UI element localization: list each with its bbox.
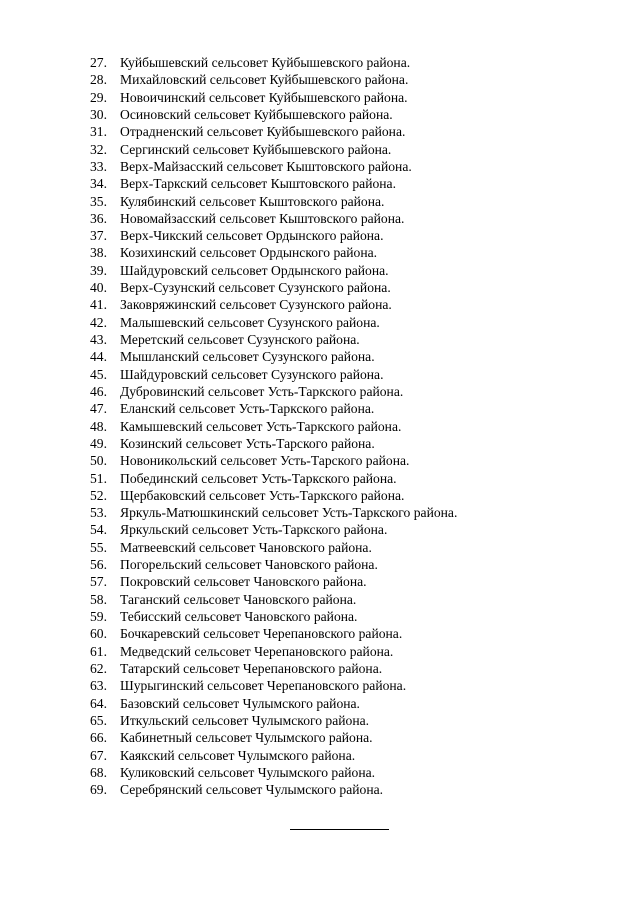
item-number: 51. bbox=[90, 470, 107, 486]
item-number: 40. bbox=[90, 280, 107, 296]
closing-rule bbox=[290, 829, 389, 830]
item-text: Таганский сельсовет Чановского района. bbox=[120, 591, 357, 607]
item-number: 56. bbox=[90, 557, 107, 573]
item-number: 50. bbox=[90, 453, 107, 469]
item-number: 45. bbox=[90, 366, 107, 382]
item-text: Шурыгинский сельсовет Черепановского района. bbox=[120, 678, 407, 694]
item-text: Новоникольский сельсовет Усть-Тарского района. bbox=[120, 453, 410, 469]
item-number: 49. bbox=[90, 435, 107, 451]
item-text: Отрадненский сельсовет Куйбышевского района. bbox=[120, 124, 406, 140]
list-item bbox=[90, 747, 457, 764]
list-item bbox=[90, 452, 457, 469]
list-item bbox=[90, 435, 457, 452]
item-text: Яркульский сельсовет Усть-Таркского района. bbox=[120, 522, 388, 538]
list-item bbox=[90, 71, 457, 88]
item-text: Заковряжинский сельсовет Сузунского района. bbox=[120, 297, 392, 313]
list-item bbox=[90, 625, 457, 642]
item-number: 57. bbox=[90, 574, 107, 590]
item-text: Новоичинский сельсовет Куйбышевского района. bbox=[120, 89, 408, 105]
item-number: 27. bbox=[90, 55, 107, 70]
item-number: 28. bbox=[90, 72, 107, 88]
item-number: 31. bbox=[90, 124, 107, 140]
item-number: 41. bbox=[90, 297, 107, 313]
item-number: 65. bbox=[90, 712, 107, 728]
item-number: 69. bbox=[90, 782, 107, 798]
item-text: Покровский сельсовет Чановского района. bbox=[120, 574, 367, 590]
item-number: 36. bbox=[90, 210, 107, 226]
item-number: 48. bbox=[90, 418, 107, 434]
list-item bbox=[90, 539, 457, 556]
list-item bbox=[90, 366, 457, 383]
list-item bbox=[90, 573, 457, 590]
item-number: 63. bbox=[90, 678, 107, 694]
item-text: Татарский сельсовет Черепановского района. bbox=[120, 660, 383, 676]
item-text: Иткульский сельсовет Чулымского района. bbox=[120, 712, 370, 728]
item-number: 53. bbox=[90, 505, 107, 521]
list-item bbox=[90, 141, 457, 158]
item-number: 52. bbox=[90, 487, 107, 503]
list-item bbox=[90, 193, 457, 210]
list-item bbox=[90, 729, 457, 746]
list-item bbox=[90, 314, 457, 331]
item-text: Матвеевский сельсовет Чановского района. bbox=[120, 539, 372, 555]
list-item bbox=[90, 643, 457, 660]
list-item bbox=[90, 608, 457, 625]
item-text: Медведский сельсовет Черепановского района. bbox=[120, 643, 394, 659]
item-number: 60. bbox=[90, 626, 107, 642]
item-text: Погорельский сельсовет Чановского района. bbox=[120, 557, 378, 573]
list-item bbox=[90, 591, 457, 608]
item-number: 61. bbox=[90, 643, 107, 659]
list-item bbox=[90, 781, 457, 798]
item-number: 54. bbox=[90, 522, 107, 538]
list-item bbox=[90, 383, 457, 400]
item-text: Козихинский сельсовет Ордынского района. bbox=[120, 245, 378, 261]
item-number: 43. bbox=[90, 332, 107, 347]
list-item bbox=[90, 123, 457, 140]
list-item bbox=[90, 262, 457, 279]
item-number: 33. bbox=[90, 158, 107, 174]
item-text: Камышевский сельсовет Усть-Таркского района. bbox=[120, 418, 402, 434]
item-text: Куликовский сельсовет Чулымского района. bbox=[120, 764, 376, 780]
item-text: Верх-Сузунский сельсовет Сузунского района. bbox=[120, 280, 391, 296]
item-number: 34. bbox=[90, 176, 107, 192]
item-text: Сергинский сельсовет Куйбышевского района. bbox=[120, 141, 392, 157]
list-item bbox=[90, 712, 457, 729]
item-text: Новомайзасский сельсовет Кыштовского района. bbox=[120, 210, 405, 226]
item-text: Базовский сельсовет Чулымского района. bbox=[120, 695, 360, 711]
item-text: Мышланский сельсовет Сузунского района. bbox=[120, 349, 375, 365]
item-text: Еланский сельсовет Усть-Таркского района. bbox=[120, 401, 375, 417]
list-item bbox=[90, 89, 457, 106]
item-number: 66. bbox=[90, 730, 107, 746]
item-number: 32. bbox=[90, 141, 107, 157]
item-text: Щербаковский сельсовет Усть-Таркского района. bbox=[120, 487, 405, 503]
item-number: 30. bbox=[90, 106, 107, 122]
item-number: 47. bbox=[90, 401, 107, 417]
item-number: 37. bbox=[90, 228, 107, 244]
item-number: 68. bbox=[90, 764, 107, 780]
item-number: 67. bbox=[90, 747, 107, 763]
item-text: Осиновский сельсовет Куйбышевского района. bbox=[120, 106, 393, 122]
item-text: Тебисский сельсовет Чановского района. bbox=[120, 609, 358, 624]
list-item bbox=[90, 521, 457, 538]
item-text: Дубровинский сельсовет Усть-Таркского района. bbox=[120, 383, 404, 399]
item-text: Яркуль-Матюшкинский сельсовет Усть-Таркского района. bbox=[120, 505, 458, 521]
item-number: 58. bbox=[90, 591, 107, 607]
item-number: 44. bbox=[90, 349, 107, 365]
item-text: Кабинетный сельсовет Чулымского района. bbox=[120, 730, 373, 746]
list-item bbox=[90, 175, 457, 192]
list-item bbox=[90, 764, 457, 781]
item-text: Кулябинский сельсовет Кыштовского района. bbox=[120, 193, 385, 209]
item-text: Куйбышевский сельсовет Куйбышевского района. bbox=[120, 55, 411, 70]
list-item bbox=[90, 418, 457, 435]
list-item bbox=[90, 54, 457, 71]
list-item bbox=[90, 158, 457, 175]
list-item bbox=[90, 279, 457, 296]
item-number: 62. bbox=[90, 660, 107, 676]
item-text: Верх-Таркский сельсовет Кыштовского района. bbox=[120, 176, 396, 192]
item-text: Побединский сельсовет Усть-Таркского района. bbox=[120, 470, 397, 486]
settlement-list bbox=[90, 54, 457, 798]
item-text: Меретский сельсовет Сузунского района. bbox=[120, 332, 360, 347]
list-item bbox=[90, 400, 457, 417]
item-text: Шайдуровский сельсовет Ордынского района. bbox=[120, 262, 389, 278]
item-number: 55. bbox=[90, 539, 107, 555]
item-number: 59. bbox=[90, 609, 107, 624]
list-item bbox=[90, 227, 457, 244]
item-text: Малышевский сельсовет Сузунского района. bbox=[120, 314, 380, 330]
item-text: Верх-Майзасский сельсовет Кыштовского района. bbox=[120, 158, 412, 174]
item-number: 38. bbox=[90, 245, 107, 261]
item-text: Бочкаревский сельсовет Черепановского района. bbox=[120, 626, 403, 642]
item-number: 64. bbox=[90, 695, 107, 711]
item-number: 42. bbox=[90, 314, 107, 330]
item-number: 29. bbox=[90, 89, 107, 105]
item-text: Шайдуровский сельсовет Сузунского района. bbox=[120, 366, 384, 382]
list-item bbox=[90, 487, 457, 504]
list-item bbox=[90, 660, 457, 677]
item-number: 39. bbox=[90, 262, 107, 278]
item-text: Серебрянский сельсовет Чулымского района. bbox=[120, 782, 384, 798]
list-item bbox=[90, 556, 457, 573]
list-item bbox=[90, 106, 457, 123]
list-item bbox=[90, 331, 457, 348]
list-item bbox=[90, 210, 457, 227]
list-item bbox=[90, 695, 457, 712]
list-item bbox=[90, 296, 457, 313]
list-item bbox=[90, 677, 457, 694]
item-text: Верх-Чикский сельсовет Ордынского района. bbox=[120, 228, 384, 244]
list-item bbox=[90, 244, 457, 261]
item-text: Михайловский сельсовет Куйбышевского района. bbox=[120, 72, 409, 88]
list-item bbox=[90, 348, 457, 365]
list-item bbox=[90, 504, 457, 521]
item-number: 46. bbox=[90, 383, 107, 399]
item-number: 35. bbox=[90, 193, 107, 209]
item-text: Козинский сельсовет Усть-Тарского района. bbox=[120, 435, 375, 451]
list-item bbox=[90, 470, 457, 487]
item-text: Каякский сельсовет Чулымского района. bbox=[120, 747, 356, 763]
